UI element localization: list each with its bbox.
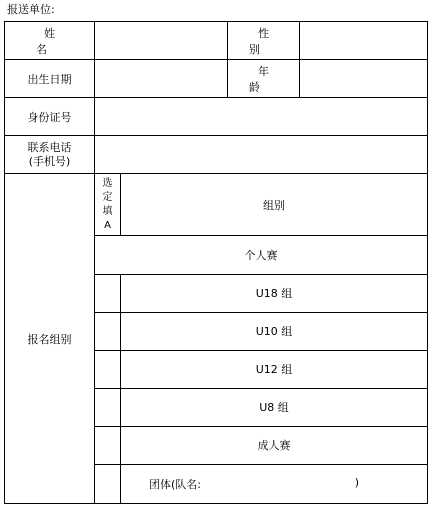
- group-header-row: [5, 174, 428, 236]
- registration-form-table: [4, 21, 428, 504]
- select-cell-adult[interactable]: [95, 426, 121, 464]
- team-name-label: 团体(队名:: [149, 477, 201, 491]
- gender-field[interactable]: [300, 22, 428, 60]
- birth-date-label: 出生日期: [5, 60, 95, 98]
- birth-age-row: [5, 60, 428, 98]
- name-label: 姓 名: [5, 22, 95, 60]
- group-section-label: 报名组别: [5, 174, 95, 504]
- name-field[interactable]: [95, 22, 228, 60]
- age-field[interactable]: [300, 60, 428, 98]
- group-label-adult: 成人赛: [121, 426, 428, 464]
- group-label-u10: U10 组: [121, 312, 428, 350]
- reporting-unit-label: 报送单位:: [7, 3, 55, 16]
- id-number-label: 身份证号: [5, 98, 95, 136]
- select-cell-team[interactable]: [95, 464, 121, 503]
- select-cell-u12[interactable]: [95, 350, 121, 388]
- select-column-header: 选 定 填 A: [95, 174, 121, 236]
- team-cell[interactable]: [121, 464, 428, 503]
- select-cell-u8[interactable]: [95, 388, 121, 426]
- select-cell-u18[interactable]: [95, 274, 121, 312]
- birth-date-field[interactable]: [95, 60, 228, 98]
- age-label: 年 龄: [228, 60, 300, 98]
- id-row: [5, 98, 428, 136]
- group-label-u12: U12 组: [121, 350, 428, 388]
- gender-label: 性 别: [228, 22, 300, 60]
- id-number-field[interactable]: [95, 98, 428, 136]
- phone-field[interactable]: [95, 136, 428, 174]
- individual-category-label: 个人赛: [95, 236, 428, 274]
- name-gender-row: [5, 22, 428, 60]
- group-label-u18: U18 组: [121, 274, 428, 312]
- group-column-header: 组别: [121, 174, 428, 236]
- phone-row: [5, 136, 428, 174]
- group-label-u8: U8 组: [121, 388, 428, 426]
- team-name-close: ): [354, 475, 359, 489]
- select-cell-u10[interactable]: [95, 312, 121, 350]
- phone-label: 联系电话 (手机号): [5, 136, 95, 174]
